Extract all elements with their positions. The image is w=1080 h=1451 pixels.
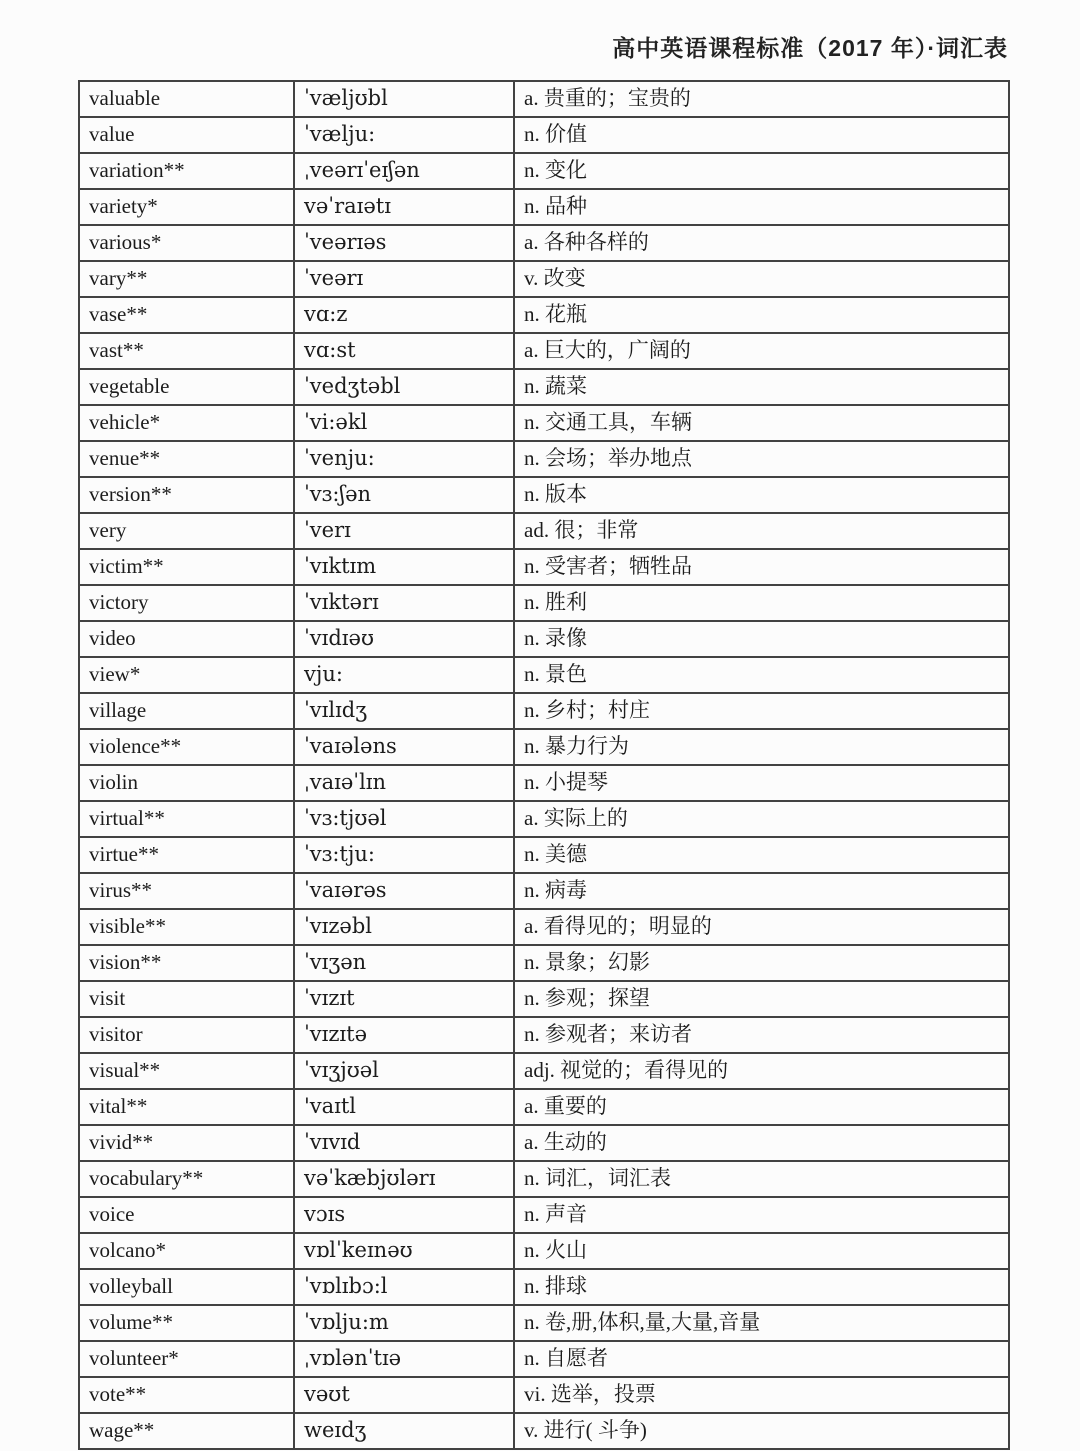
table-row bbox=[79, 513, 1009, 549]
table-row bbox=[79, 1197, 1009, 1233]
definition-cell: n. 排球 bbox=[514, 1269, 1009, 1305]
table-row bbox=[79, 81, 1009, 117]
definition-cell: n. 自愿者 bbox=[514, 1341, 1009, 1377]
table-row bbox=[79, 945, 1009, 981]
table-row bbox=[79, 189, 1009, 225]
word-cell: variation** bbox=[79, 153, 294, 189]
table-row bbox=[79, 729, 1009, 765]
ipa-cell: ˈvɜ:tjʊəl bbox=[294, 801, 514, 837]
ipa-cell: vəˈraɪətɪ bbox=[294, 189, 514, 225]
table-row bbox=[79, 1125, 1009, 1161]
definition-cell: adj. 视觉的；看得见的 bbox=[514, 1053, 1009, 1089]
word-cell: variety* bbox=[79, 189, 294, 225]
word-cell: vision** bbox=[79, 945, 294, 981]
table-row bbox=[79, 477, 1009, 513]
definition-cell: a. 实际上的 bbox=[514, 801, 1009, 837]
table-row bbox=[79, 1305, 1009, 1341]
word-cell: video bbox=[79, 621, 294, 657]
word-cell: venue** bbox=[79, 441, 294, 477]
definition-cell: n. 美德 bbox=[514, 837, 1009, 873]
word-cell: virtual** bbox=[79, 801, 294, 837]
table-row bbox=[79, 801, 1009, 837]
word-cell: victim** bbox=[79, 549, 294, 585]
table-row bbox=[79, 1017, 1009, 1053]
table-row bbox=[79, 693, 1009, 729]
definition-cell: n. 词汇，词汇表 bbox=[514, 1161, 1009, 1197]
ipa-cell: ˈvælju: bbox=[294, 117, 514, 153]
ipa-cell: vɑ:st bbox=[294, 333, 514, 369]
ipa-cell: vəʊt bbox=[294, 1377, 514, 1413]
ipa-cell: ˈveərɪəs bbox=[294, 225, 514, 261]
table-row bbox=[79, 909, 1009, 945]
table-row bbox=[79, 405, 1009, 441]
definition-cell: n. 会场；举办地点 bbox=[514, 441, 1009, 477]
ipa-cell: ˈvɪzɪtə bbox=[294, 1017, 514, 1053]
ipa-cell: 'vaɪtl bbox=[294, 1089, 514, 1125]
definition-cell: ad. 很；非常 bbox=[514, 513, 1009, 549]
definition-cell: a. 贵重的；宝贵的 bbox=[514, 81, 1009, 117]
ipa-cell: ˈvɪzɪt bbox=[294, 981, 514, 1017]
word-cell: value bbox=[79, 117, 294, 153]
definition-cell: n. 乡村；村庄 bbox=[514, 693, 1009, 729]
word-cell: wage** bbox=[79, 1413, 294, 1449]
ipa-cell: vɑ:z bbox=[294, 297, 514, 333]
table-row bbox=[79, 225, 1009, 261]
word-cell: violin bbox=[79, 765, 294, 801]
word-cell: volunteer* bbox=[79, 1341, 294, 1377]
table-row bbox=[79, 333, 1009, 369]
definition-cell: n. 声音 bbox=[514, 1197, 1009, 1233]
definition-cell: n. 暴力行为 bbox=[514, 729, 1009, 765]
word-cell: visible** bbox=[79, 909, 294, 945]
ipa-cell: ˈvɪktɪm bbox=[294, 549, 514, 585]
ipa-cell: ˈvedʒtəbl bbox=[294, 369, 514, 405]
ipa-cell: ˈvɪʒjʊəl bbox=[294, 1053, 514, 1089]
definition-cell: n. 蔬菜 bbox=[514, 369, 1009, 405]
word-cell: very bbox=[79, 513, 294, 549]
ipa-cell: ˈvaɪərəs bbox=[294, 873, 514, 909]
definition-cell: v. 进行( 斗争) bbox=[514, 1413, 1009, 1449]
word-cell: virtue** bbox=[79, 837, 294, 873]
word-cell: vote** bbox=[79, 1377, 294, 1413]
ipa-cell: vɒlˈkeɪnəʊ bbox=[294, 1233, 514, 1269]
table-row bbox=[79, 1053, 1009, 1089]
word-cell: various* bbox=[79, 225, 294, 261]
ipa-cell: ˈvɜ:tju: bbox=[294, 837, 514, 873]
table-row bbox=[79, 153, 1009, 189]
definition-cell: n. 花瓶 bbox=[514, 297, 1009, 333]
ipa-cell: ˈvæljʊbl bbox=[294, 81, 514, 117]
definition-cell: n. 参观者；来访者 bbox=[514, 1017, 1009, 1053]
ipa-cell: vɔɪs bbox=[294, 1197, 514, 1233]
table-row bbox=[79, 765, 1009, 801]
table-row bbox=[79, 621, 1009, 657]
ipa-cell: ˈvɪvɪd bbox=[294, 1125, 514, 1161]
definition-cell: a. 生动的 bbox=[514, 1125, 1009, 1161]
ipa-cell: ˈvaɪələns bbox=[294, 729, 514, 765]
definition-cell: n. 景象；幻影 bbox=[514, 945, 1009, 981]
word-cell: visitor bbox=[79, 1017, 294, 1053]
page-title: 高中英语课程标准（2017 年）·词汇表 bbox=[612, 35, 1008, 61]
definition-cell: a. 看得见的；明显的 bbox=[514, 909, 1009, 945]
definition-cell: n. 参观；探望 bbox=[514, 981, 1009, 1017]
ipa-cell: vəˈkæbjʊlərɪ bbox=[294, 1161, 514, 1197]
word-cell: vocabulary** bbox=[79, 1161, 294, 1197]
word-cell: vivid** bbox=[79, 1125, 294, 1161]
word-cell: valuable bbox=[79, 81, 294, 117]
table-row bbox=[79, 585, 1009, 621]
word-cell: view* bbox=[79, 657, 294, 693]
ipa-cell: ˈvɪzəbl bbox=[294, 909, 514, 945]
ipa-cell: ˈvenju: bbox=[294, 441, 514, 477]
definition-cell: n. 品种 bbox=[514, 189, 1009, 225]
ipa-cell: ˈvɪʒən bbox=[294, 945, 514, 981]
ipa-cell: ˌveərɪˈeɪʃən bbox=[294, 153, 514, 189]
ipa-cell: ˈvɒlɪbɔ:l bbox=[294, 1269, 514, 1305]
definition-cell: n. 版本 bbox=[514, 477, 1009, 513]
ipa-cell: ˈvɪlɪdʒ bbox=[294, 693, 514, 729]
table-row bbox=[79, 297, 1009, 333]
word-cell: virus** bbox=[79, 873, 294, 909]
table-row bbox=[79, 873, 1009, 909]
definition-cell: n. 胜利 bbox=[514, 585, 1009, 621]
ipa-cell: weɪdʒ bbox=[294, 1413, 514, 1449]
vocab-table-body bbox=[79, 81, 1009, 1449]
word-cell: vehicle* bbox=[79, 405, 294, 441]
table-row bbox=[79, 981, 1009, 1017]
word-cell: vary** bbox=[79, 261, 294, 297]
table-row bbox=[79, 1341, 1009, 1377]
table-row bbox=[79, 657, 1009, 693]
definition-cell: vi. 选举，投票 bbox=[514, 1377, 1009, 1413]
definition-cell: n. 交通工具，车辆 bbox=[514, 405, 1009, 441]
word-cell: victory bbox=[79, 585, 294, 621]
ipa-cell: ˈvɜ:ʃən bbox=[294, 477, 514, 513]
definition-cell: n. 卷,册,体积,量,大量,音量 bbox=[514, 1305, 1009, 1341]
definition-cell: n. 病毒 bbox=[514, 873, 1009, 909]
table-row bbox=[79, 1377, 1009, 1413]
table-row bbox=[79, 369, 1009, 405]
word-cell: volleyball bbox=[79, 1269, 294, 1305]
table-row bbox=[79, 1233, 1009, 1269]
definition-cell: v. 改变 bbox=[514, 261, 1009, 297]
ipa-cell: ˈveərɪ bbox=[294, 261, 514, 297]
table-row bbox=[79, 117, 1009, 153]
word-cell: village bbox=[79, 693, 294, 729]
word-cell: violence** bbox=[79, 729, 294, 765]
ipa-cell: ˈvɒlju:m bbox=[294, 1305, 514, 1341]
table-row bbox=[79, 441, 1009, 477]
ipa-cell: ˌvɒlənˈtɪə bbox=[294, 1341, 514, 1377]
definition-cell: a. 各种各样的 bbox=[514, 225, 1009, 261]
word-cell: vital** bbox=[79, 1089, 294, 1125]
definition-cell: n. 小提琴 bbox=[514, 765, 1009, 801]
word-cell: voice bbox=[79, 1197, 294, 1233]
ipa-cell: ˈverɪ bbox=[294, 513, 514, 549]
word-cell: version** bbox=[79, 477, 294, 513]
definition-cell: n. 录像 bbox=[514, 621, 1009, 657]
table-row bbox=[79, 1269, 1009, 1305]
table-row bbox=[79, 1161, 1009, 1197]
table-row bbox=[79, 1089, 1009, 1125]
table-row bbox=[79, 261, 1009, 297]
definition-cell: n. 变化 bbox=[514, 153, 1009, 189]
definition-cell: n. 景色 bbox=[514, 657, 1009, 693]
word-cell: visit bbox=[79, 981, 294, 1017]
ipa-cell: ˈvɪdɪəʊ bbox=[294, 621, 514, 657]
definition-cell: a. 巨大的，广阔的 bbox=[514, 333, 1009, 369]
word-cell: volume** bbox=[79, 1305, 294, 1341]
ipa-cell: ˈvi:əkl bbox=[294, 405, 514, 441]
definition-cell: n. 火山 bbox=[514, 1233, 1009, 1269]
word-cell: vast** bbox=[79, 333, 294, 369]
word-cell: vase** bbox=[79, 297, 294, 333]
table-row bbox=[79, 1413, 1009, 1449]
definition-cell: a. 重要的 bbox=[514, 1089, 1009, 1125]
word-cell: vegetable bbox=[79, 369, 294, 405]
ipa-cell: ˈvɪktərɪ bbox=[294, 585, 514, 621]
ipa-cell: ˌvaɪəˈlɪn bbox=[294, 765, 514, 801]
table-row bbox=[79, 549, 1009, 585]
table-row bbox=[79, 837, 1009, 873]
definition-cell: n. 价值 bbox=[514, 117, 1009, 153]
vocabulary-table bbox=[78, 80, 1010, 1450]
definition-cell: n. 受害者；牺牲品 bbox=[514, 549, 1009, 585]
word-cell: volcano* bbox=[79, 1233, 294, 1269]
ipa-cell: vju: bbox=[294, 657, 514, 693]
word-cell: visual** bbox=[79, 1053, 294, 1089]
